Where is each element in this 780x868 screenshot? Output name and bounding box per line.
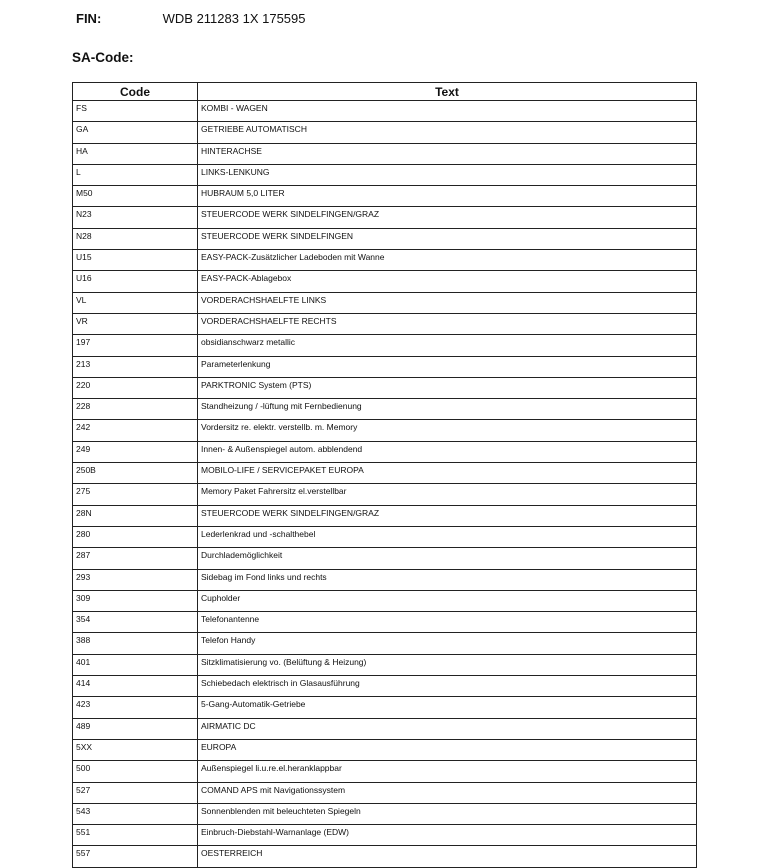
text-cell: Sitzklimatisierung vo. (Belüftung & Heizung) — [198, 654, 697, 675]
column-header-text: Text — [198, 83, 697, 101]
sa-code-title: SA-Code: — [72, 50, 134, 65]
table-row — [73, 228, 697, 249]
text-cell: STEUERCODE WERK SINDELFINGEN — [198, 228, 697, 249]
text-cell: Telefon Handy — [198, 633, 697, 654]
table-row — [73, 782, 697, 803]
fin-value: WDB 211283 1X 175595 — [162, 11, 306, 26]
text-cell: GETRIEBE AUTOMATISCH — [198, 122, 697, 143]
table-row — [73, 676, 697, 697]
text-cell: EASY-PACK-Zusätzlicher Ladeboden mit Wanne — [198, 250, 697, 271]
table-row — [73, 101, 697, 122]
code-cell: GA — [73, 122, 198, 143]
column-header-code: Code — [73, 83, 198, 101]
table-row — [73, 612, 697, 633]
table-row — [73, 654, 697, 675]
code-cell: 423 — [73, 697, 198, 718]
code-cell: 5XX — [73, 739, 198, 760]
text-cell: VORDERACHSHAELFTE RECHTS — [198, 313, 697, 334]
table-row — [73, 292, 697, 313]
text-cell: Parameterlenkung — [198, 356, 697, 377]
code-cell: N23 — [73, 207, 198, 228]
code-cell: 197 — [73, 335, 198, 356]
code-cell: U15 — [73, 250, 198, 271]
table-row — [73, 590, 697, 611]
text-cell: COMAND APS mit Navigationssystem — [198, 782, 697, 803]
table-row — [73, 803, 697, 824]
table-header-row — [73, 83, 697, 101]
code-cell: 280 — [73, 526, 198, 547]
text-cell: obsidianschwarz metallic — [198, 335, 697, 356]
text-cell: HUBRAUM 5,0 LITER — [198, 186, 697, 207]
table-row — [73, 739, 697, 760]
code-cell: 242 — [73, 420, 198, 441]
code-cell: 220 — [73, 377, 198, 398]
table-row — [73, 825, 697, 846]
text-cell: Einbruch-Diebstahl-Warnanlage (EDW) — [198, 825, 697, 846]
text-cell: STEUERCODE WERK SINDELFINGEN/GRAZ — [198, 207, 697, 228]
code-cell: 287 — [73, 548, 198, 569]
code-cell: 250B — [73, 463, 198, 484]
table-row — [73, 313, 697, 334]
text-cell: Cupholder — [198, 590, 697, 611]
text-cell: 5-Gang-Automatik-Getriebe — [198, 697, 697, 718]
text-cell: EUROPA — [198, 739, 697, 760]
text-cell: VORDERACHSHAELFTE LINKS — [198, 292, 697, 313]
text-cell: AIRMATIC DC — [198, 718, 697, 739]
text-cell: STEUERCODE WERK SINDELFINGEN/GRAZ — [198, 505, 697, 526]
table-row — [73, 335, 697, 356]
fin-line — [76, 11, 306, 26]
code-cell: 309 — [73, 590, 198, 611]
text-cell: PARKTRONIC System (PTS) — [198, 377, 697, 398]
table-body — [73, 101, 697, 868]
text-cell: EASY-PACK-Ablagebox — [198, 271, 697, 292]
text-cell: Memory Paket Fahrersitz el.verstellbar — [198, 484, 697, 505]
table-row — [73, 143, 697, 164]
sa-code-table — [72, 82, 697, 868]
text-cell: Lederlenkrad und -schalthebel — [198, 526, 697, 547]
table-row — [73, 271, 697, 292]
code-cell: 228 — [73, 399, 198, 420]
text-cell: KOMBI - WAGEN — [198, 101, 697, 122]
table-row — [73, 250, 697, 271]
text-cell: OESTERREICH — [198, 846, 697, 867]
table-row — [73, 697, 697, 718]
code-cell: L — [73, 164, 198, 185]
code-cell: 489 — [73, 718, 198, 739]
code-cell: 527 — [73, 782, 198, 803]
table-row — [73, 569, 697, 590]
code-cell: 557 — [73, 846, 198, 867]
table-row — [73, 463, 697, 484]
table-row — [73, 186, 697, 207]
text-cell: Durchlademöglichkeit — [198, 548, 697, 569]
code-cell: 414 — [73, 676, 198, 697]
table-row — [73, 548, 697, 569]
code-cell: M50 — [73, 186, 198, 207]
code-cell: 500 — [73, 761, 198, 782]
code-cell: VR — [73, 313, 198, 334]
table-row — [73, 718, 697, 739]
table-row — [73, 846, 697, 867]
code-cell: U16 — [73, 271, 198, 292]
code-cell: 401 — [73, 654, 198, 675]
code-cell: HA — [73, 143, 198, 164]
text-cell: Innen- & Außenspiegel autom. abblendend — [198, 441, 697, 462]
text-cell: Sidebag im Fond links und rechts — [198, 569, 697, 590]
code-cell: 551 — [73, 825, 198, 846]
text-cell: MOBILO-LIFE / SERVICEPAKET EUROPA — [198, 463, 697, 484]
code-cell: FS — [73, 101, 198, 122]
code-cell: 28N — [73, 505, 198, 526]
text-cell: Außenspiegel li.u.re.el.heranklappbar — [198, 761, 697, 782]
table-row — [73, 633, 697, 654]
code-cell: 213 — [73, 356, 198, 377]
text-cell: Telefonantenne — [198, 612, 697, 633]
code-cell: 293 — [73, 569, 198, 590]
table-row — [73, 761, 697, 782]
text-cell: Schiebedach elektrisch in Glasausführung — [198, 676, 697, 697]
text-cell: LINKS-LENKUNG — [198, 164, 697, 185]
table-row — [73, 122, 697, 143]
code-cell: 388 — [73, 633, 198, 654]
code-cell: 354 — [73, 612, 198, 633]
code-cell: VL — [73, 292, 198, 313]
text-cell: HINTERACHSE — [198, 143, 697, 164]
text-cell: Standheizung / -lüftung mit Fernbedienung — [198, 399, 697, 420]
text-cell: Sonnenblenden mit beleuchteten Spiegeln — [198, 803, 697, 824]
table-row — [73, 505, 697, 526]
code-cell: N28 — [73, 228, 198, 249]
text-cell: Vordersitz re. elektr. verstellb. m. Memory — [198, 420, 697, 441]
table-row — [73, 207, 697, 228]
table-row — [73, 164, 697, 185]
table-row — [73, 441, 697, 462]
code-cell: 543 — [73, 803, 198, 824]
fin-label: FIN: — [76, 11, 102, 26]
table-row — [73, 399, 697, 420]
table-row — [73, 484, 697, 505]
table-row — [73, 356, 697, 377]
table-row — [73, 526, 697, 547]
table-row — [73, 377, 697, 398]
code-cell: 249 — [73, 441, 198, 462]
code-cell: 275 — [73, 484, 198, 505]
table-row — [73, 420, 697, 441]
